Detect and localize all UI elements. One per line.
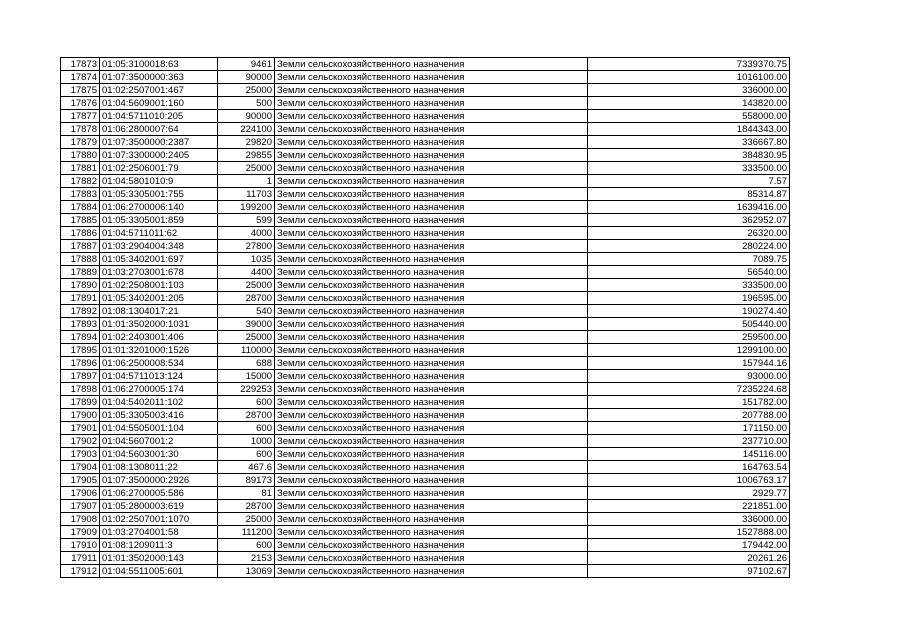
cadastral-number-cell: 01:04:5711011:62 [100, 227, 218, 240]
table-row [61, 305, 790, 318]
table-row [61, 201, 790, 214]
row-number-cell: 17900 [61, 409, 100, 422]
land-category-cell: Земли сельскохозяйственного назначения [275, 487, 588, 500]
row-number-cell: 17902 [61, 435, 100, 448]
table-row [61, 240, 790, 253]
cadastral-value-cell: 221851.00 [588, 500, 790, 513]
land-category-cell: Земли сельскохозяйственного назначения [275, 123, 588, 136]
land-category-cell: Земли сельскохозяйственного назначения [275, 422, 588, 435]
area-cell: 29820 [218, 136, 275, 149]
land-category-cell: Земли сельскохозяйственного назначения [275, 58, 588, 71]
table-row [61, 71, 790, 84]
cadastral-number-cell: 01:06:2800007:64 [100, 123, 218, 136]
cadastral-value-cell: 1844343.00 [588, 123, 790, 136]
table-row [61, 84, 790, 97]
table-row [61, 292, 790, 305]
cadastral-value-cell: 558000.00 [588, 110, 790, 123]
cadastral-value-cell: 237710.00 [588, 435, 790, 448]
cadastral-value-cell: 1639416.00 [588, 201, 790, 214]
table-row [61, 344, 790, 357]
cadastral-number-cell: 01:04:5711013:124 [100, 370, 218, 383]
land-category-cell: Земли сельскохозяйственного назначения [275, 318, 588, 331]
area-cell: 229253 [218, 383, 275, 396]
row-number-cell: 17908 [61, 513, 100, 526]
table-row [61, 513, 790, 526]
row-number-cell: 17873 [61, 58, 100, 71]
table-row [61, 253, 790, 266]
table-row [61, 331, 790, 344]
table-row [61, 162, 790, 175]
area-cell: 39000 [218, 318, 275, 331]
cadastral-number-cell: 01:01:3502000:143 [100, 552, 218, 565]
area-cell: 28700 [218, 292, 275, 305]
row-number-cell: 17878 [61, 123, 100, 136]
cadastral-value-cell: 145116.00 [588, 448, 790, 461]
cadastral-value-cell: 7339370.75 [588, 58, 790, 71]
area-cell: 25000 [218, 162, 275, 175]
area-cell: 688 [218, 357, 275, 370]
area-cell: 600 [218, 539, 275, 552]
land-category-cell: Земли сельскохозяйственного назначения [275, 266, 588, 279]
area-cell: 600 [218, 422, 275, 435]
land-category-cell: Земли сельскохозяйственного назначения [275, 474, 588, 487]
cadastral-number-cell: 01:03:2904004:348 [100, 240, 218, 253]
land-category-cell: Земли сельскохозяйственного назначения [275, 149, 588, 162]
land-category-cell: Земли сельскохозяйственного назначения [275, 435, 588, 448]
cadastral-value-cell: 56540.00 [588, 266, 790, 279]
row-number-cell: 17897 [61, 370, 100, 383]
row-number-cell: 17879 [61, 136, 100, 149]
table-row [61, 409, 790, 422]
area-cell: 4000 [218, 227, 275, 240]
row-number-cell: 17875 [61, 84, 100, 97]
land-category-cell: Земли сельскохозяйственного назначения [275, 500, 588, 513]
row-number-cell: 17906 [61, 487, 100, 500]
row-number-cell: 17890 [61, 279, 100, 292]
table-row [61, 500, 790, 513]
cadastral-value-cell: 190274.40 [588, 305, 790, 318]
cadastral-value-cell: 207788.00 [588, 409, 790, 422]
cadastral-number-cell: 01:05:3305003:416 [100, 409, 218, 422]
area-cell: 599 [218, 214, 275, 227]
row-number-cell: 17893 [61, 318, 100, 331]
cadastral-value-cell: 26320.00 [588, 227, 790, 240]
cadastral-number-cell: 01:03:2704001:58 [100, 526, 218, 539]
table-row [61, 123, 790, 136]
table-row [61, 188, 790, 201]
cadastral-value-cell: 280224.00 [588, 240, 790, 253]
cadastral-number-cell: 01:05:3305001:859 [100, 214, 218, 227]
cadastral-value-cell: 7089.75 [588, 253, 790, 266]
land-category-cell: Земли сельскохозяйственного назначения [275, 370, 588, 383]
row-number-cell: 17880 [61, 149, 100, 162]
land-category-cell: Земли сельскохозяйственного назначения [275, 97, 588, 110]
table-row [61, 526, 790, 539]
cadastral-number-cell: 01:06:2700006:140 [100, 201, 218, 214]
land-category-cell: Земли сельскохозяйственного назначения [275, 227, 588, 240]
cadastral-value-cell: 1299100.00 [588, 344, 790, 357]
cadastral-value-cell: 333500.00 [588, 279, 790, 292]
cadastral-value-cell: 164763.54 [588, 461, 790, 474]
cadastral-value-cell: 1527888.00 [588, 526, 790, 539]
cadastral-number-cell: 01:03:2703001:678 [100, 266, 218, 279]
land-category-cell: Земли сельскохозяйственного назначения [275, 565, 588, 578]
table-row [61, 461, 790, 474]
land-category-cell: Земли сельскохозяйственного назначения [275, 253, 588, 266]
cadastral-number-cell: 01:05:3100018:63 [100, 58, 218, 71]
table-row [61, 474, 790, 487]
land-category-cell: Земли сельскохозяйственного назначения [275, 526, 588, 539]
area-cell: 89173 [218, 474, 275, 487]
row-number-cell: 17909 [61, 526, 100, 539]
row-number-cell: 17892 [61, 305, 100, 318]
land-category-cell: Земли сельскохозяйственного назначения [275, 201, 588, 214]
area-cell: 111200 [218, 526, 275, 539]
table-row [61, 227, 790, 240]
cadastral-number-cell: 01:05:2800003:619 [100, 500, 218, 513]
cadastral-value-cell: 505440.00 [588, 318, 790, 331]
area-cell: 600 [218, 396, 275, 409]
cadastral-value-cell: 336000.00 [588, 84, 790, 97]
cadastral-number-cell: 01:04:5607001:2 [100, 435, 218, 448]
table-row [61, 149, 790, 162]
table-row [61, 175, 790, 188]
row-number-cell: 17911 [61, 552, 100, 565]
cadastral-number-cell: 01:02:2507001:467 [100, 84, 218, 97]
land-category-cell: Земли сельскохозяйственного назначения [275, 305, 588, 318]
row-number-cell: 17896 [61, 357, 100, 370]
cadastral-number-cell: 01:02:2508001:103 [100, 279, 218, 292]
area-cell: 13069 [218, 565, 275, 578]
cadastral-value-cell: 151782.00 [588, 396, 790, 409]
row-number-cell: 17895 [61, 344, 100, 357]
row-number-cell: 17889 [61, 266, 100, 279]
cadastral-number-cell: 01:04:5511005:601 [100, 565, 218, 578]
cadastral-value-cell: 20261.26 [588, 552, 790, 565]
land-category-cell: Земли сельскохозяйственного назначения [275, 409, 588, 422]
cadastral-value-cell: 85314.87 [588, 188, 790, 201]
cadastral-number-cell: 01:07:3300000:2405 [100, 149, 218, 162]
cadastral-number-cell: 01:05:3402001:697 [100, 253, 218, 266]
cadastral-number-cell: 01:04:5711010:205 [100, 110, 218, 123]
cadastral-value-cell: 7235224.68 [588, 383, 790, 396]
land-category-cell: Земли сельскохозяйственного назначения [275, 552, 588, 565]
land-category-cell: Земли сельскохозяйственного назначения [275, 175, 588, 188]
table-row [61, 97, 790, 110]
land-category-cell: Земли сельскохозяйственного назначения [275, 136, 588, 149]
area-cell: 4400 [218, 266, 275, 279]
row-number-cell: 17882 [61, 175, 100, 188]
row-number-cell: 17887 [61, 240, 100, 253]
row-number-cell: 17876 [61, 97, 100, 110]
row-number-cell: 17883 [61, 188, 100, 201]
row-number-cell: 17877 [61, 110, 100, 123]
table-row [61, 487, 790, 500]
table-row [61, 383, 790, 396]
cadastral-value-cell: 336667.80 [588, 136, 790, 149]
land-category-cell: Земли сельскохозяйственного назначения [275, 162, 588, 175]
cadastral-value-cell: 7.57 [588, 175, 790, 188]
cadastral-number-cell: 01:06:2700005:174 [100, 383, 218, 396]
land-category-cell: Земли сельскохозяйственного назначения [275, 513, 588, 526]
area-cell: 25000 [218, 513, 275, 526]
row-number-cell: 17885 [61, 214, 100, 227]
area-cell: 1035 [218, 253, 275, 266]
cadastral-value-cell: 384830.95 [588, 149, 790, 162]
cadastral-number-cell: 01:04:5505001:104 [100, 422, 218, 435]
table-row [61, 565, 790, 578]
cadastral-number-cell: 01:08:1308011:22 [100, 461, 218, 474]
table-row [61, 266, 790, 279]
land-category-cell: Земли сельскохозяйственного назначения [275, 383, 588, 396]
area-cell: 25000 [218, 279, 275, 292]
area-cell: 27800 [218, 240, 275, 253]
land-category-cell: Земли сельскохозяйственного назначения [275, 279, 588, 292]
area-cell: 540 [218, 305, 275, 318]
area-cell: 500 [218, 97, 275, 110]
table-row [61, 370, 790, 383]
cadastral-value-cell: 362952.07 [588, 214, 790, 227]
cadastral-value-cell: 2929.77 [588, 487, 790, 500]
land-category-cell: Земли сельскохозяйственного назначения [275, 214, 588, 227]
table-row [61, 448, 790, 461]
cadastral-value-cell: 336000.00 [588, 513, 790, 526]
cadastral-value-cell: 259500.00 [588, 331, 790, 344]
table-row [61, 318, 790, 331]
land-category-cell: Земли сельскохозяйственного назначения [275, 448, 588, 461]
table-row [61, 214, 790, 227]
row-number-cell: 17901 [61, 422, 100, 435]
area-cell: 25000 [218, 331, 275, 344]
area-cell: 110000 [218, 344, 275, 357]
cadastral-value-cell: 196595.00 [588, 292, 790, 305]
cadastral-number-cell: 01:07:3500000:2387 [100, 136, 218, 149]
row-number-cell: 17884 [61, 201, 100, 214]
row-number-cell: 17904 [61, 461, 100, 474]
table-row [61, 539, 790, 552]
table-row [61, 435, 790, 448]
cadastral-value-cell: 179442.00 [588, 539, 790, 552]
table-row [61, 58, 790, 71]
land-category-cell: Земли сельскохозяйственного назначения [275, 539, 588, 552]
area-cell: 90000 [218, 110, 275, 123]
area-cell: 9461 [218, 58, 275, 71]
land-registry-table [60, 57, 790, 578]
cadastral-number-cell: 01:05:3305001:755 [100, 188, 218, 201]
cadastral-number-cell: 01:05:3402001:205 [100, 292, 218, 305]
table-row [61, 552, 790, 565]
row-number-cell: 17907 [61, 500, 100, 513]
area-cell: 2153 [218, 552, 275, 565]
land-category-cell: Земли сельскохозяйственного назначения [275, 292, 588, 305]
area-cell: 1 [218, 175, 275, 188]
row-number-cell: 17899 [61, 396, 100, 409]
cadastral-number-cell: 01:07:3500000:363 [100, 71, 218, 84]
table-row [61, 357, 790, 370]
area-cell: 224100 [218, 123, 275, 136]
cadastral-number-cell: 01:08:1304017:21 [100, 305, 218, 318]
cadastral-number-cell: 01:04:5609001:160 [100, 97, 218, 110]
land-category-cell: Земли сельскохозяйственного назначения [275, 71, 588, 84]
row-number-cell: 17905 [61, 474, 100, 487]
land-category-cell: Земли сельскохозяйственного назначения [275, 84, 588, 97]
cadastral-number-cell: 01:07:3500000:2926 [100, 474, 218, 487]
cadastral-value-cell: 97102.67 [588, 565, 790, 578]
row-number-cell: 17881 [61, 162, 100, 175]
cadastral-value-cell: 93000.00 [588, 370, 790, 383]
area-cell: 90000 [218, 71, 275, 84]
area-cell: 600 [218, 448, 275, 461]
area-cell: 1000 [218, 435, 275, 448]
land-category-cell: Земли сельскохозяйственного назначения [275, 396, 588, 409]
cadastral-value-cell: 1006763.17 [588, 474, 790, 487]
row-number-cell: 17898 [61, 383, 100, 396]
table-body [61, 58, 790, 578]
cadastral-value-cell: 157944.16 [588, 357, 790, 370]
row-number-cell: 17912 [61, 565, 100, 578]
row-number-cell: 17891 [61, 292, 100, 305]
row-number-cell: 17886 [61, 227, 100, 240]
table-row [61, 279, 790, 292]
land-category-cell: Земли сельскохозяйственного назначения [275, 188, 588, 201]
area-cell: 81 [218, 487, 275, 500]
area-cell: 199200 [218, 201, 275, 214]
cadastral-number-cell: 01:06:2500008:534 [100, 357, 218, 370]
land-category-cell: Земли сельскохозяйственного назначения [275, 461, 588, 474]
row-number-cell: 17903 [61, 448, 100, 461]
land-category-cell: Земли сельскохозяйственного назначения [275, 240, 588, 253]
cadastral-value-cell: 171150.00 [588, 422, 790, 435]
cadastral-value-cell: 333500.00 [588, 162, 790, 175]
row-number-cell: 17874 [61, 71, 100, 84]
cadastral-number-cell: 01:02:2403001:406 [100, 331, 218, 344]
row-number-cell: 17888 [61, 253, 100, 266]
area-cell: 28700 [218, 409, 275, 422]
cadastral-number-cell: 01:02:2507001:1070 [100, 513, 218, 526]
area-cell: 28700 [218, 500, 275, 513]
area-cell: 11703 [218, 188, 275, 201]
table-row [61, 396, 790, 409]
land-category-cell: Земли сельскохозяйственного назначения [275, 344, 588, 357]
cadastral-number-cell: 01:06:2700005:586 [100, 487, 218, 500]
land-category-cell: Земли сельскохозяйственного назначения [275, 357, 588, 370]
cadastral-number-cell: 01:01:3201000:1526 [100, 344, 218, 357]
cadastral-number-cell: 01:01:3502000:1031 [100, 318, 218, 331]
table-row [61, 110, 790, 123]
area-cell: 29855 [218, 149, 275, 162]
cadastral-number-cell: 01:02:2506001:79 [100, 162, 218, 175]
row-number-cell: 17910 [61, 539, 100, 552]
cadastral-number-cell: 01:08:1209011:3 [100, 539, 218, 552]
area-cell: 467.6 [218, 461, 275, 474]
area-cell: 15000 [218, 370, 275, 383]
table-row [61, 422, 790, 435]
cadastral-number-cell: 01:04:5801010:9 [100, 175, 218, 188]
cadastral-value-cell: 1016100.00 [588, 71, 790, 84]
row-number-cell: 17894 [61, 331, 100, 344]
land-category-cell: Земли сельскохозяйственного назначения [275, 331, 588, 344]
table-row [61, 136, 790, 149]
cadastral-number-cell: 01:04:5402011:102 [100, 396, 218, 409]
land-category-cell: Земли сельскохозяйственного назначения [275, 110, 588, 123]
cadastral-number-cell: 01:04:5603001:30 [100, 448, 218, 461]
area-cell: 25000 [218, 84, 275, 97]
cadastral-value-cell: 143820.00 [588, 97, 790, 110]
